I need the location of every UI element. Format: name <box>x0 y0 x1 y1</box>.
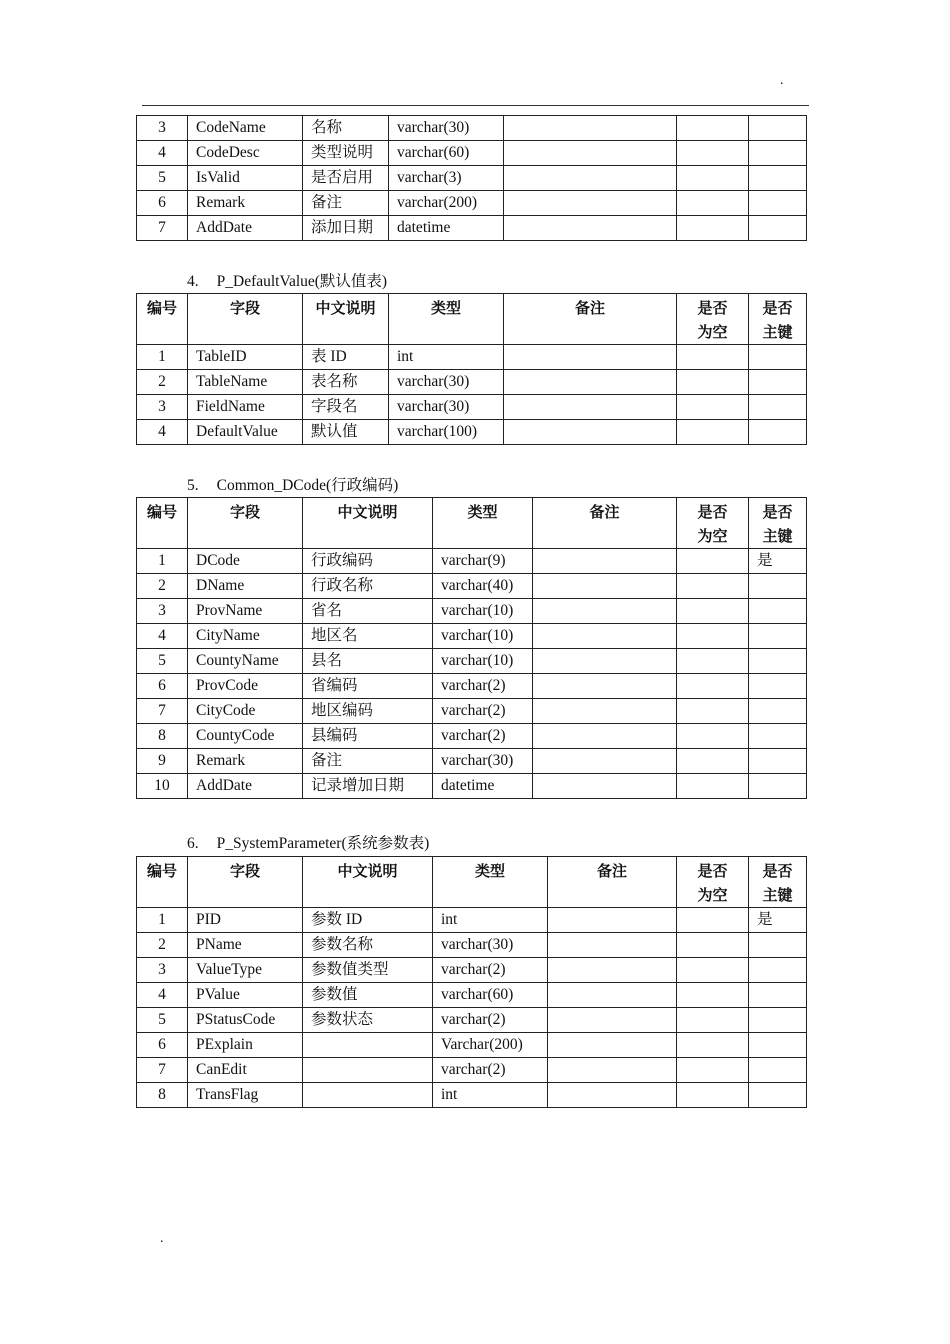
table-row <box>137 116 807 141</box>
header-rule <box>142 105 809 106</box>
column-header: 是否 主键 <box>749 498 807 549</box>
table-cell: AddDate <box>188 774 303 799</box>
table-cell: CodeName <box>188 116 303 141</box>
field-table <box>136 856 807 1108</box>
table-cell: 1 <box>137 908 188 933</box>
table-cell <box>749 1058 807 1083</box>
table-cell <box>533 774 677 799</box>
table-cell: varchar(2) <box>433 958 548 983</box>
table-cell <box>677 141 749 166</box>
table-cell: 6 <box>137 674 188 699</box>
table-cell <box>677 345 749 370</box>
column-header: 是否 为空 <box>677 857 749 908</box>
table-cell: 省编码 <box>303 674 433 699</box>
table-cell <box>677 574 749 599</box>
table-cell <box>677 699 749 724</box>
table-cell <box>504 216 677 241</box>
table-cell <box>303 1033 433 1058</box>
table-cell <box>677 749 749 774</box>
table-cell <box>677 674 749 699</box>
table-cell: varchar(10) <box>433 649 533 674</box>
column-header: 备注 <box>504 294 677 345</box>
table-cell <box>677 1083 749 1108</box>
table-cell <box>749 624 807 649</box>
table-cell <box>749 370 807 395</box>
table-cell <box>749 599 807 624</box>
table-cell: IsValid <box>188 166 303 191</box>
table-row <box>137 166 807 191</box>
table-cell <box>677 1008 749 1033</box>
table-cell <box>504 116 677 141</box>
table-cell: 省名 <box>303 599 433 624</box>
table-cell: 是否启用 <box>303 166 389 191</box>
table-row <box>137 549 807 574</box>
table-row <box>137 370 807 395</box>
column-header: 类型 <box>433 498 533 549</box>
table-cell <box>504 370 677 395</box>
table-row <box>137 1008 807 1033</box>
table-cell <box>303 1083 433 1108</box>
table-cell <box>677 958 749 983</box>
page-top-mark: . <box>780 73 784 88</box>
table-cell: CanEdit <box>188 1058 303 1083</box>
table-row <box>137 983 807 1008</box>
table-cell: int <box>433 908 548 933</box>
column-header: 中文说明 <box>303 857 433 908</box>
table-cell: PStatusCode <box>188 1008 303 1033</box>
table-cell: 县编码 <box>303 724 433 749</box>
table-cell: 行政编码 <box>303 549 433 574</box>
table-cell <box>533 549 677 574</box>
table-header-row <box>137 498 807 549</box>
column-header: 备注 <box>533 498 677 549</box>
table-header-row <box>137 857 807 908</box>
table-cell <box>677 116 749 141</box>
table-cell: varchar(60) <box>433 983 548 1008</box>
table-cell: 参数值类型 <box>303 958 433 983</box>
table-cell: varchar(30) <box>389 116 504 141</box>
table-cell <box>504 191 677 216</box>
table-cell: 6 <box>137 1033 188 1058</box>
table-cell: varchar(2) <box>433 674 533 699</box>
table-cell: CodeDesc <box>188 141 303 166</box>
caption-title: Common_DCode(行政编码) <box>216 477 399 494</box>
column-header: 编号 <box>137 857 188 908</box>
table-cell <box>548 958 677 983</box>
table-cell <box>504 395 677 420</box>
caption-number: 6. <box>187 835 199 852</box>
table-cell <box>548 983 677 1008</box>
table-cell: 3 <box>137 958 188 983</box>
table-cell: varchar(40) <box>433 574 533 599</box>
table-cell <box>533 724 677 749</box>
table-cell: varchar(10) <box>433 599 533 624</box>
table-caption <box>187 272 387 292</box>
table-cell <box>677 933 749 958</box>
table-cell: 2 <box>137 370 188 395</box>
table-cell: 备注 <box>303 191 389 216</box>
table-cell <box>533 674 677 699</box>
table-row <box>137 724 807 749</box>
column-header: 中文说明 <box>303 294 389 345</box>
table-cell <box>749 983 807 1008</box>
column-header: 类型 <box>389 294 504 345</box>
table-cell: 4 <box>137 983 188 1008</box>
table-cell: CityCode <box>188 699 303 724</box>
column-header: 编号 <box>137 498 188 549</box>
table-cell <box>533 699 677 724</box>
table-cell: varchar(30) <box>389 395 504 420</box>
table-cell: 表名称 <box>303 370 389 395</box>
table-cell: AddDate <box>188 216 303 241</box>
table-row <box>137 774 807 799</box>
table-row <box>137 574 807 599</box>
table-cell: varchar(30) <box>389 370 504 395</box>
table-cell: 参数名称 <box>303 933 433 958</box>
table-row <box>137 1033 807 1058</box>
table-cell <box>504 420 677 445</box>
table-row <box>137 933 807 958</box>
field-table <box>136 115 807 241</box>
table-cell: varchar(3) <box>389 166 504 191</box>
table-cell: 5 <box>137 649 188 674</box>
table-row <box>137 191 807 216</box>
table-row <box>137 345 807 370</box>
table-row <box>137 141 807 166</box>
table-cell <box>749 420 807 445</box>
table-cell: varchar(200) <box>389 191 504 216</box>
table-cell: Remark <box>188 191 303 216</box>
table-cell: TableName <box>188 370 303 395</box>
column-header: 字段 <box>188 294 303 345</box>
table-cell <box>677 624 749 649</box>
table-cell <box>677 1058 749 1083</box>
column-header: 编号 <box>137 294 188 345</box>
column-header: 类型 <box>433 857 548 908</box>
table-cell <box>548 933 677 958</box>
table-cell <box>749 216 807 241</box>
table-row <box>137 908 807 933</box>
table-cell <box>749 116 807 141</box>
table-cell: 表 ID <box>303 345 389 370</box>
table-cell <box>749 1033 807 1058</box>
table-row <box>137 216 807 241</box>
table-row <box>137 1058 807 1083</box>
table-cell: 字段名 <box>303 395 389 420</box>
table-cell: Remark <box>188 749 303 774</box>
column-header: 是否 为空 <box>677 498 749 549</box>
table-cell <box>548 1083 677 1108</box>
table-cell: 是 <box>749 908 807 933</box>
table-cell <box>533 749 677 774</box>
table-cell: CityName <box>188 624 303 649</box>
table-cell: 默认值 <box>303 420 389 445</box>
table-cell <box>749 933 807 958</box>
table-cell: 备注 <box>303 749 433 774</box>
table-cell: 1 <box>137 549 188 574</box>
table-cell <box>749 674 807 699</box>
table-row <box>137 599 807 624</box>
table-cell: 7 <box>137 216 188 241</box>
table-cell: 1 <box>137 345 188 370</box>
table-cell <box>749 141 807 166</box>
table-cell <box>749 1083 807 1108</box>
column-header: 是否 主键 <box>749 857 807 908</box>
table-cell: 3 <box>137 116 188 141</box>
table-cell <box>749 1008 807 1033</box>
table-cell: int <box>389 345 504 370</box>
table-cell <box>548 1008 677 1033</box>
table-cell <box>749 395 807 420</box>
table-cell: varchar(60) <box>389 141 504 166</box>
table-row <box>137 649 807 674</box>
table-cell: varchar(9) <box>433 549 533 574</box>
table-caption <box>187 476 398 496</box>
table-cell: ProvCode <box>188 674 303 699</box>
table-cell <box>677 395 749 420</box>
table-cell <box>533 624 677 649</box>
table-row <box>137 624 807 649</box>
table-cell <box>677 983 749 1008</box>
table-cell: 9 <box>137 749 188 774</box>
table-cell: 3 <box>137 599 188 624</box>
table-row <box>137 674 807 699</box>
column-header: 是否 主键 <box>749 294 807 345</box>
table-cell: 类型说明 <box>303 141 389 166</box>
table-cell: ProvName <box>188 599 303 624</box>
column-header: 字段 <box>188 857 303 908</box>
table-cell: datetime <box>389 216 504 241</box>
table-cell: 地区名 <box>303 624 433 649</box>
table-cell: 5 <box>137 166 188 191</box>
table-cell: varchar(2) <box>433 699 533 724</box>
table-cell: varchar(30) <box>433 933 548 958</box>
table-caption <box>187 834 429 854</box>
table-row <box>137 395 807 420</box>
table-cell <box>749 191 807 216</box>
table-cell: 行政名称 <box>303 574 433 599</box>
table-cell: TableID <box>188 345 303 370</box>
table-cell: int <box>433 1083 548 1108</box>
table-row <box>137 420 807 445</box>
table-cell <box>749 345 807 370</box>
table-cell: 2 <box>137 574 188 599</box>
table-cell <box>677 191 749 216</box>
table-cell <box>749 774 807 799</box>
table-cell <box>677 166 749 191</box>
table-cell: 10 <box>137 774 188 799</box>
table-cell: 2 <box>137 933 188 958</box>
caption-number: 4. <box>187 273 199 290</box>
table-cell <box>548 1033 677 1058</box>
page-bottom-mark: . <box>160 1231 164 1246</box>
table-cell <box>504 345 677 370</box>
table-row <box>137 958 807 983</box>
table-cell: 8 <box>137 1083 188 1108</box>
table-cell: 4 <box>137 624 188 649</box>
table-cell: PExplain <box>188 1033 303 1058</box>
table-cell: DName <box>188 574 303 599</box>
table-cell <box>303 1058 433 1083</box>
table-cell <box>548 1058 677 1083</box>
column-header: 备注 <box>548 857 677 908</box>
table-cell <box>677 549 749 574</box>
table-cell: 参数值 <box>303 983 433 1008</box>
table-row <box>137 749 807 774</box>
table-cell <box>749 166 807 191</box>
table-header-row <box>137 294 807 345</box>
table-cell <box>677 908 749 933</box>
table-cell: 地区编码 <box>303 699 433 724</box>
table-row <box>137 699 807 724</box>
table-cell: varchar(2) <box>433 1008 548 1033</box>
table-cell: PID <box>188 908 303 933</box>
table-cell: varchar(30) <box>433 749 533 774</box>
table-cell: CountyName <box>188 649 303 674</box>
table-cell: Varchar(200) <box>433 1033 548 1058</box>
caption-title: P_DefaultValue(默认值表) <box>216 273 388 290</box>
field-table <box>136 497 807 799</box>
table-cell: 添加日期 <box>303 216 389 241</box>
table-cell: TransFlag <box>188 1083 303 1108</box>
table-cell: CountyCode <box>188 724 303 749</box>
table-cell: 8 <box>137 724 188 749</box>
table-cell: ValueType <box>188 958 303 983</box>
column-header: 中文说明 <box>303 498 433 549</box>
table-cell <box>677 1033 749 1058</box>
table-cell: 7 <box>137 1058 188 1083</box>
table-cell: 7 <box>137 699 188 724</box>
table-cell <box>677 649 749 674</box>
table-cell: varchar(100) <box>389 420 504 445</box>
table-cell <box>677 774 749 799</box>
caption-title: P_SystemParameter(系统参数表) <box>216 835 430 852</box>
table-cell: 县名 <box>303 649 433 674</box>
table-cell <box>677 599 749 624</box>
table-cell <box>749 724 807 749</box>
table-cell <box>548 908 677 933</box>
table-cell <box>677 420 749 445</box>
table-cell: 参数状态 <box>303 1008 433 1033</box>
table-cell: varchar(10) <box>433 624 533 649</box>
table-cell: FieldName <box>188 395 303 420</box>
table-cell <box>677 370 749 395</box>
table-cell: DefaultValue <box>188 420 303 445</box>
caption-number: 5. <box>187 477 199 494</box>
table-cell: 6 <box>137 191 188 216</box>
table-cell <box>749 699 807 724</box>
table-cell <box>749 574 807 599</box>
table-cell: PValue <box>188 983 303 1008</box>
table-cell: varchar(2) <box>433 724 533 749</box>
table-cell <box>749 649 807 674</box>
table-cell <box>504 166 677 191</box>
table-cell: 名称 <box>303 116 389 141</box>
table-cell: DCode <box>188 549 303 574</box>
table-cell <box>749 749 807 774</box>
table-cell: datetime <box>433 774 533 799</box>
table-cell <box>504 141 677 166</box>
table-cell <box>749 958 807 983</box>
table-row <box>137 1083 807 1108</box>
table-cell <box>533 649 677 674</box>
table-cell: 4 <box>137 420 188 445</box>
column-header: 是否 为空 <box>677 294 749 345</box>
table-cell: 4 <box>137 141 188 166</box>
table-cell: 5 <box>137 1008 188 1033</box>
table-cell: PName <box>188 933 303 958</box>
field-table <box>136 293 807 445</box>
table-cell: 3 <box>137 395 188 420</box>
table-cell: varchar(2) <box>433 1058 548 1083</box>
table-cell <box>677 216 749 241</box>
column-header: 字段 <box>188 498 303 549</box>
table-cell: 是 <box>749 549 807 574</box>
table-cell: 参数 ID <box>303 908 433 933</box>
table-cell <box>677 724 749 749</box>
table-cell <box>533 574 677 599</box>
table-cell: 记录增加日期 <box>303 774 433 799</box>
table-cell <box>533 599 677 624</box>
